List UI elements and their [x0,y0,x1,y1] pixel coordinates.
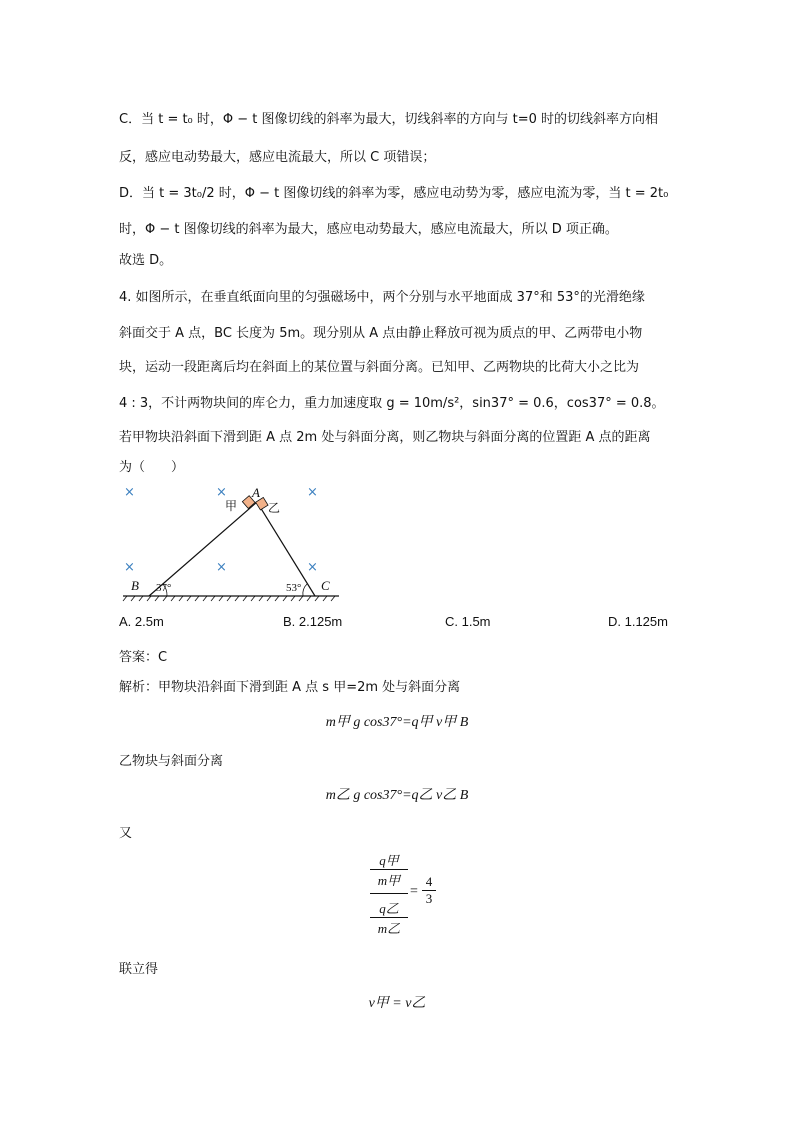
option-c-continuation: 反，感应电动势最大，感应电流最大，所以 C 项错误； [119,150,436,165]
ratio-equals: = [410,884,418,899]
equation-1: m甲 g cos37°=q甲 v甲 B [325,715,469,730]
lianli-line: 联立得 [119,962,159,977]
question4-line5: 若甲物块沿斜面下滑到距 A 点 2m 处与斜面分离，则乙物块与斜面分离的位置距 A 点的距离 [119,430,651,445]
question4-line6: 为（ ） [119,460,185,475]
label-yi: 乙 [268,501,281,515]
label-c: C [321,578,330,593]
field-mark-3: × [307,485,318,500]
angle-label-b: 37° [156,582,172,594]
question4-line2: 斜面交于 A 点，BC 长度为 5m。现分别从 A 点由静止释放可视为质点的甲、乙两带电小物 [119,326,643,341]
option-c-line: C．当 t = t₀ 时，Φ − t 图像切线的斜率为最大，切线斜率的方向与 t=0 时的切线斜率方向相 [119,112,659,127]
frac-m-jia: m甲 [377,873,401,888]
field-mark-1: × [124,485,135,500]
option-c: C. 1.5m [445,614,491,629]
field-mark-4: × [124,560,135,575]
field-mark-5: × [216,560,227,575]
ratio-denominator: 3 [425,891,433,906]
option-b: B. 2.125m [283,614,343,629]
option-d: D. 1.125m [608,614,668,629]
yi-separation-line: 乙物块与斜面分离 [119,754,224,769]
answer-line: 答案：C [119,650,168,665]
label-jia: 甲 [225,499,238,513]
option-d-continuation: 时，Φ − t 图像切线的斜率为最大，感应电动势最大，感应电流最大，所以 D 项正确。 [119,222,618,237]
question4-line4: 4 : 3，不计两物块间的库仑力，重力加速度取 g = 10m/s²，sin37° = 0.6，cos37° = 0.8。 [119,396,665,411]
option-a: A. 2.5m [119,614,164,629]
you-line: 又 [119,826,133,841]
analysis-intro: 解析：甲物块沿斜面下滑到距 A 点 s 甲=2m 处与斜面分离 [119,680,461,695]
question4-line1: 4. 如图所示，在垂直纸面向里的匀强磁场中，两个分别与水平地面成 37°和 53°的光滑绝缘 [119,290,645,305]
field-mark-2: × [216,485,227,500]
option-d-line: D．当 t = 3t₀/2 时，Φ − t 图像切线的斜率为零，感应电动势为零，感应电流为零，当 t = 2t₀ [119,186,669,201]
ratio-numerator: 4 [422,874,436,891]
incline-diagram [119,480,349,605]
equation-2: m乙 g cos37°=q乙 v乙 B [325,788,469,803]
angle-arc-c [303,584,307,596]
label-a: A [252,485,260,500]
ratio-fraction [360,850,460,945]
choose-d-line: 故选 D。 [119,253,173,268]
field-mark-6: × [307,560,318,575]
equation-3: v甲 = v乙 [368,996,426,1011]
frac-m-yi: m乙 [377,921,401,936]
main-fraction-bar [370,893,408,894]
angle-label-c: 53° [286,582,302,594]
frac-q-yi: q乙 [370,898,408,918]
label-b: B [131,578,139,593]
frac-q-jia: q甲 [370,850,408,870]
ground-hatching [123,596,335,601]
question4-line3: 块，运动一段距离后均在斜面上的某位置与斜面分离。已知甲、乙两物块的比荷大小之比为 [119,360,640,375]
